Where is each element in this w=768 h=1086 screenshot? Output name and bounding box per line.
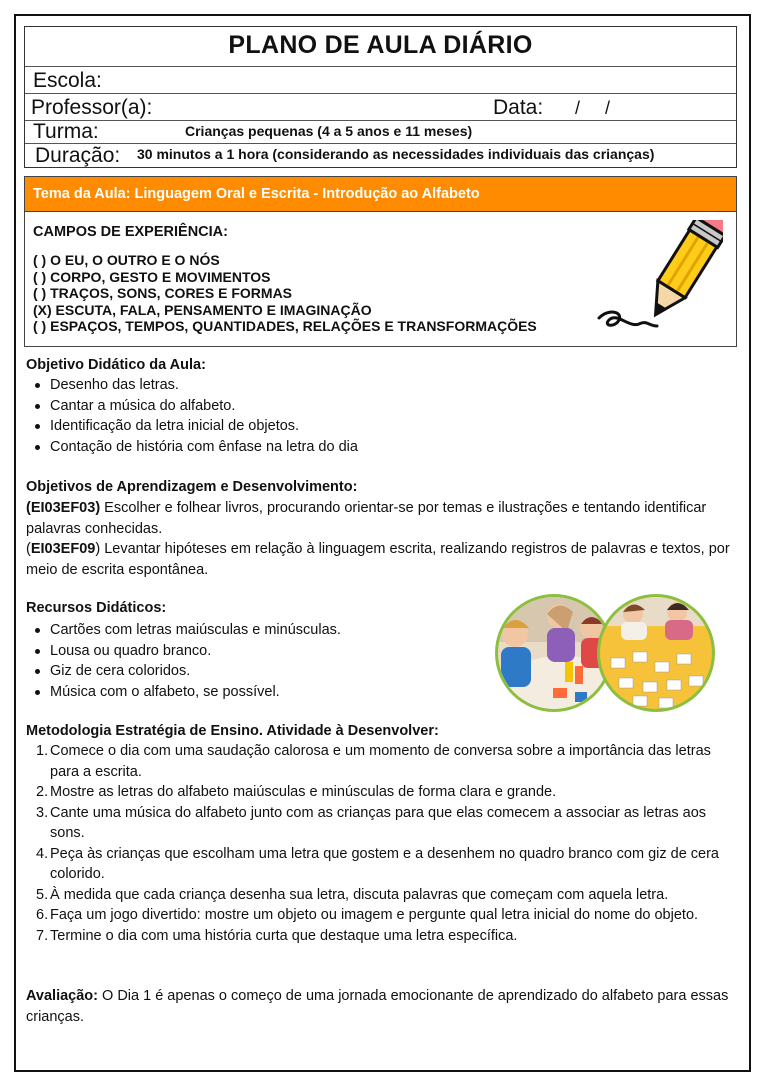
avaliacao-text: O Dia 1 é apenas o começo de uma jornada emocionante de aprendizado do alfabeto para essas crianças. — [26, 988, 729, 1025]
letter-cards-photo — [595, 592, 719, 714]
divider — [25, 143, 736, 144]
list-item: 7. Termine o dia com uma história curta que destaque uma letra específica. — [36, 927, 518, 944]
paren-open: ( — [26, 541, 31, 557]
metodologia-title: Metodologia Estratégia de Ensino. Atividade à Desenvolver: — [26, 723, 439, 739]
list-item: Contação de história com ênfase na letra do dia — [50, 437, 358, 458]
list-item: 4. Peça às crianças que escolham uma letra que gostem e a desenhem no quadro branco com giz de cera colorido. — [36, 845, 719, 882]
campos-title: CAMPOS DE EXPERIÊNCIA: — [33, 224, 228, 240]
codigo-bncc: EI03EF09 — [30, 541, 96, 557]
recursos-list — [50, 620, 341, 702]
objetivos-aprendizagem-title: Objetivos de Aprendizagem e Desenvolvimento: — [26, 479, 358, 495]
photos-group — [493, 592, 719, 714]
list-item: 1. Comece o dia com uma saudação calorosa e um momento de conversa sobre a importância das letras para a escrita. — [36, 743, 711, 780]
data-slashes: / / — [575, 98, 611, 118]
campo-item: ( ) ESPAÇOS, TEMPOS, QUANTIDADES, RELAÇÕES E TRANSFORMAÇÕES — [33, 318, 537, 334]
list-item: Identificação da letra inicial de objetos. — [50, 416, 358, 437]
objetivo-didatico-title: Objetivo Didático da Aula: — [26, 357, 206, 373]
avaliacao — [26, 986, 748, 1027]
list-item: Cantar a música do alfabeto. — [50, 396, 358, 417]
divider — [25, 66, 736, 67]
list-item: Lousa ou quadro branco. — [50, 641, 341, 662]
objetivo-text: Escolher e folhear livros, procurando orientar-se por temas e ilustrações e tentando identificar palavras conhecidas. — [26, 500, 707, 537]
recursos-title: Recursos Didáticos: — [26, 600, 167, 616]
list-item: 5. À medida que cada criança desenha sua letra, discuta palavras que começam com aquela letra. — [36, 886, 669, 903]
turma-label: Turma: — [33, 120, 99, 143]
list-item: Cartões com letras maiúsculas e minúsculas. — [50, 620, 341, 641]
list-item: 3. Cante uma música do alfabeto junto com as crianças para que elas comecem a associar as letras aos sons. — [36, 804, 707, 841]
header-box — [24, 26, 737, 168]
campos-box — [24, 212, 737, 347]
campo-item: ( ) TRAÇOS, SONS, CORES E FORMAS — [33, 285, 293, 301]
campos-list — [33, 252, 537, 335]
pencil-icon — [595, 220, 723, 338]
codigo-bncc: (EI03EF03) — [26, 500, 101, 516]
campo-item: ( ) CORPO, GESTO E MOVIMENTOS — [33, 268, 271, 285]
duracao-value: 30 minutos a 1 hora (considerando as necessidades individuais das crianças) — [137, 146, 655, 162]
list-item: Música com o alfabeto, se possível. — [50, 682, 341, 703]
objetivo-text: ) Levantar hipóteses em relação à linguagem escrita, realizando registros de palavras e textos, por meio de escrita espontânea. — [26, 541, 730, 578]
professor-label: Professor(a): — [31, 96, 153, 119]
list-item: Desenho das letras. — [50, 375, 358, 396]
turma-value: Crianças pequenas (4 a 5 anos e 11 meses) — [185, 123, 473, 139]
objetivo-ei03ef03 — [26, 498, 738, 539]
metodologia-list — [36, 741, 740, 946]
campo-item: ( ) O EU, O OUTRO E O NÓS — [33, 252, 220, 268]
data-label: Data: — [493, 96, 544, 119]
divider — [25, 93, 736, 94]
divider — [25, 120, 736, 121]
campo-item: (X) ESCUTA, FALA, PENSAMENTO E IMAGINAÇÃO — [33, 301, 372, 318]
list-item: Giz de cera coloridos. — [50, 661, 341, 682]
escola-label: Escola: — [33, 69, 102, 92]
tema-text: Tema da Aula: Linguagem Oral e Escrita - Introdução ao Alfabeto — [33, 186, 480, 202]
list-item: 6. Faça um jogo divertido: mostre um objeto ou imagem e pergunte qual letra inicial do nome do objeto. — [36, 907, 699, 923]
duracao-label: Duração: — [35, 144, 121, 167]
tema-banner — [24, 176, 737, 212]
list-item: 2. Mostre as letras do alfabeto maiúsculas e minúsculas de forma clara e grande. — [36, 784, 557, 800]
page-title: PLANO DE AULA DIÁRIO — [228, 31, 533, 59]
avaliacao-label: Avaliação: — [26, 988, 98, 1004]
objetivo-didatico-list — [50, 375, 358, 457]
objetivo-ei03ef09 — [26, 539, 738, 580]
